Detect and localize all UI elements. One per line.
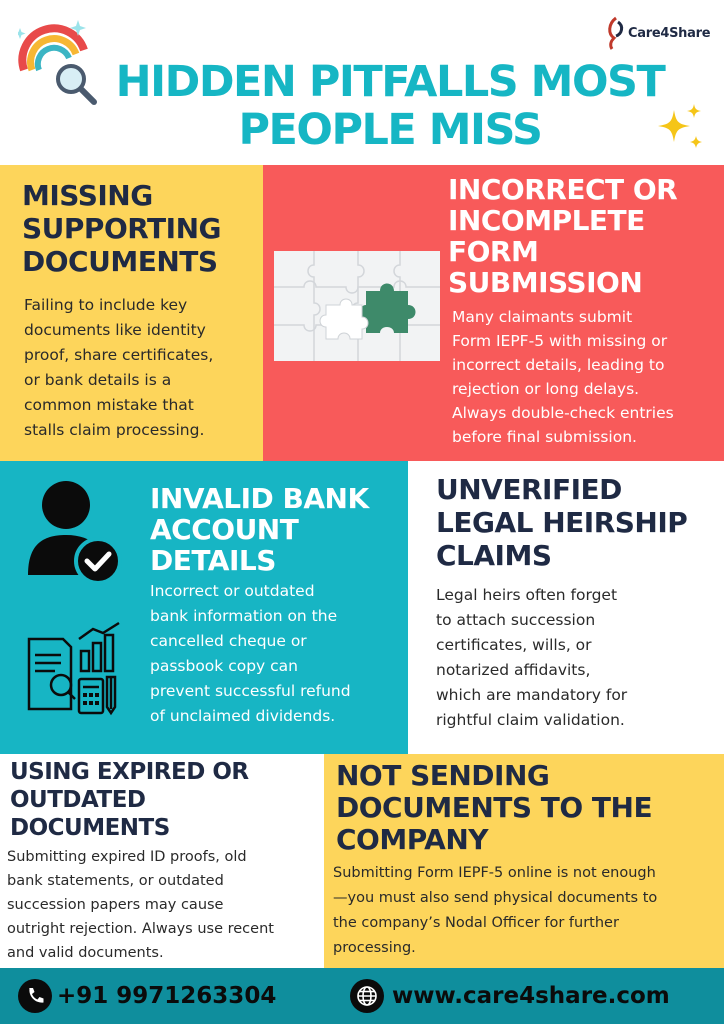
section-body: Many claimants submit Form IEPF-5 with missing or incorrect details, leading to rejection or long delays. Always double-check entries before final submission.	[452, 308, 674, 446]
logo-mark-icon	[604, 16, 626, 50]
documents-chart-icon	[25, 621, 125, 717]
page-title	[70, 58, 710, 154]
brand-logo	[604, 16, 710, 50]
section-legal-heirship	[408, 461, 724, 754]
section-heading: INCORRECT OR INCOMPLETE FORM SUBMISSION	[448, 173, 678, 299]
page-title-line-2: PEOPLE MISS	[238, 105, 542, 155]
user-check-icon	[28, 475, 124, 585]
phone-number[interactable]: +91 9971263304	[57, 983, 277, 1009]
section-expired-documents	[0, 754, 324, 968]
puzzle-image	[274, 251, 440, 361]
section-heading: INVALID BANK ACCOUNT DETAILS	[150, 482, 369, 577]
section-heading: UNVERIFIED LEGAL HEIRSHIP CLAIMS	[436, 473, 688, 572]
section-heading: NOT SENDING DOCUMENTS TO THE COMPANY	[336, 759, 653, 856]
section-heading: MISSING SUPPORTING DOCUMENTS	[22, 179, 221, 278]
section-invalid-bank	[0, 461, 408, 754]
globe-icon	[350, 979, 384, 1013]
section-body: Submitting Form IEPF-5 online is not enough —you must also send physical documents to the company’s Nodal Officer for further processing.	[333, 865, 658, 956]
section-body: Legal heirs often forget to attach succession certificates, wills, or notarized affidavits, which are mandatory for rightful claim validation.	[436, 586, 628, 729]
section-not-sending-documents	[324, 754, 724, 968]
section-body: Submitting expired ID proofs, old bank statements, or outdated succession papers may cause outright rejection. Always use recent and valid documents.	[7, 849, 274, 961]
section-incorrect-form	[263, 165, 724, 461]
page-title-line-1: HIDDEN PITFALLS MOST	[115, 57, 665, 107]
brand-name: Care4Share	[628, 25, 711, 41]
header	[0, 0, 724, 165]
website-link[interactable]: www.care4share.com	[392, 983, 670, 1009]
phone-icon	[18, 979, 52, 1013]
section-missing-documents	[0, 165, 263, 461]
section-body: Incorrect or outdated bank information on the cancelled cheque or passbook copy can prevent successful refund of unclaimed dividends.	[150, 582, 351, 725]
section-body: Failing to include key documents like identity proof, share certificates, or bank details is a common mistake that stalls claim processing.	[24, 296, 214, 439]
section-heading: USING EXPIRED OR OUTDATED DOCUMENTS	[10, 759, 249, 841]
